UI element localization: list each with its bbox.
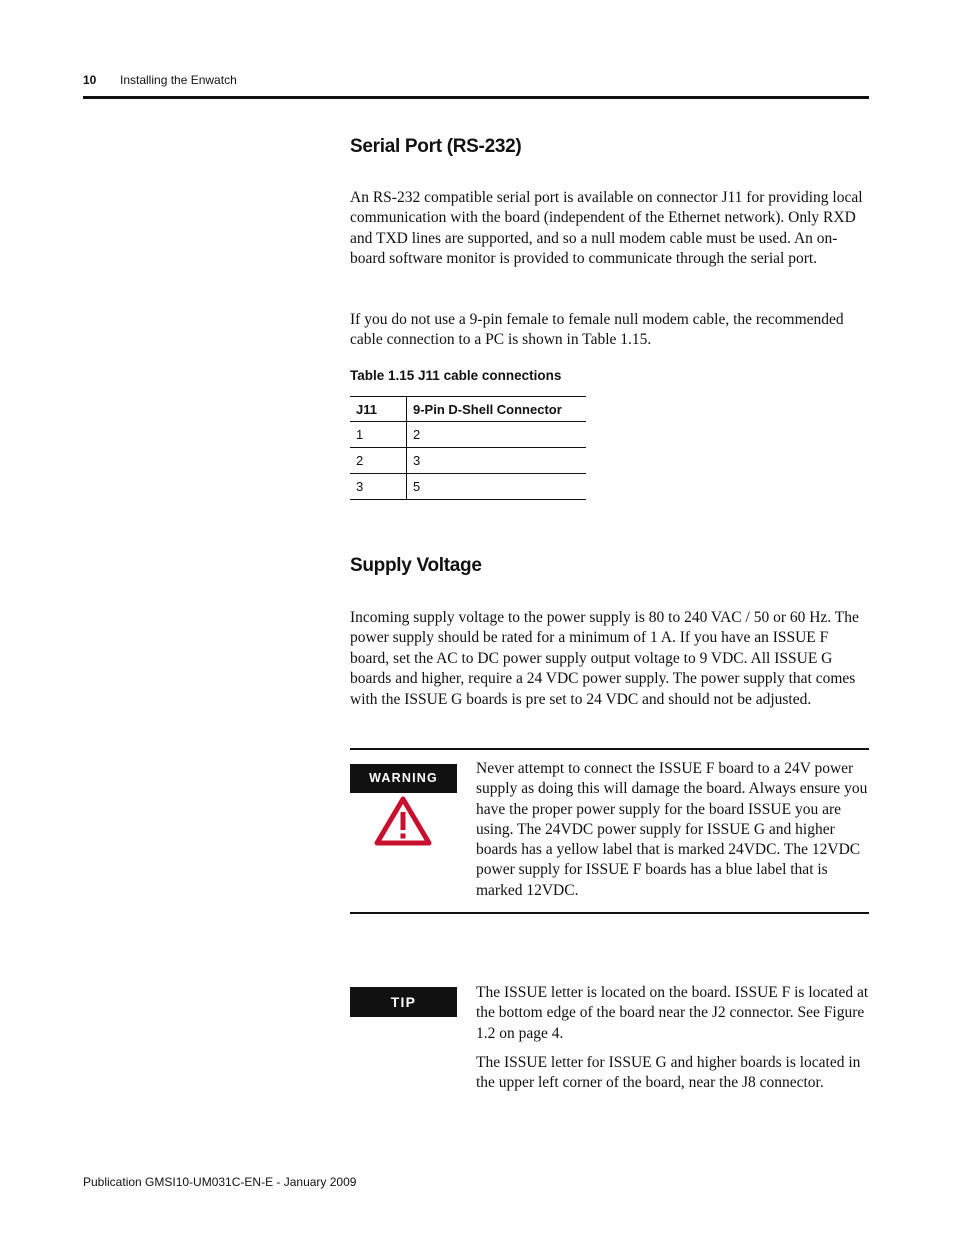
supply-voltage-heading: Supply Voltage — [350, 555, 482, 576]
table-cell-j11: 3 — [350, 474, 407, 500]
tip-paragraph-1: The ISSUE letter is located on the board. ISSUE F is located at the bottom edge of the board near the J2 connector. See Figure 1.2 on page 4. — [476, 984, 869, 1042]
serial-port-heading: Serial Port (RS-232) — [350, 136, 522, 157]
j11-cable-table — [350, 396, 586, 500]
tip-paragraph-2: The ISSUE letter for ISSUE G and higher boards is located in the upper left corner of the board, near the J8 connector. — [476, 1054, 861, 1092]
header-rule — [83, 96, 869, 99]
table-cell-connector: 2 — [407, 422, 587, 448]
serial-port-paragraph-1: An RS-232 compatible serial port is available on connector J11 for providing local communication with the board (independent of the Ethernet network). Only RXD and TXD lines are supported, and so a null modem cable must be used. An on-board software monitor is provided to communicate through the serial port. — [350, 189, 863, 268]
chapter-title: Installing the Enwatch — [120, 73, 237, 87]
page-number: 10 — [83, 73, 97, 87]
table-cell-j11: 2 — [350, 448, 407, 474]
table-header-connector: 9-Pin D-Shell Connector — [407, 397, 587, 422]
table-cell-j11: 1 — [350, 422, 407, 448]
table-row — [350, 422, 586, 448]
serial-port-paragraph-2: If you do not use a 9-pin female to female null modem cable, the recommended cable connection to a PC is shown in Table 1.15. — [350, 311, 844, 349]
supply-voltage-paragraph: Incoming supply voltage to the power supply is 80 to 240 VAC / 50 or 60 Hz. The power supply should be rated for a minimum of 1 A. If you have an ISSUE F board, set the AC to DC power supply output voltage to 9 VDC. All ISSUE G boards and higher, require a 24 VDC power supply. The power supply that comes with the ISSUE G boards is pre set to 24 VDC and should not be adjusted. — [350, 609, 859, 708]
table-header-j11: J11 — [350, 397, 407, 422]
table-cell-connector: 5 — [407, 474, 587, 500]
warning-text: Never attempt to connect the ISSUE F board to a 24V power supply as doing this will damage the board. Always ensure you have the proper power supply for the board ISSUE you are using. The 24VDC power supply for ISSUE G and higher boards has a yellow label that is marked 24VDC. The 12VDC power supply for ISSUE F boards has a blue label that is marked 12VDC. — [476, 760, 868, 899]
publication-footer: Publication GMSI10-UM031C-EN-E - January 2009 — [83, 1175, 357, 1189]
table-row — [350, 448, 586, 474]
table-caption: Table 1.15 J11 cable connections — [350, 368, 562, 383]
warning-top-rule — [350, 748, 869, 750]
warning-triangle-icon — [374, 796, 432, 846]
warning-label: WARNING — [350, 764, 457, 793]
table-row — [350, 474, 586, 500]
table-cell-connector: 3 — [407, 448, 587, 474]
warning-bottom-rule — [350, 912, 869, 914]
tip-label: TIP — [350, 987, 457, 1017]
table-header-row — [350, 397, 586, 422]
